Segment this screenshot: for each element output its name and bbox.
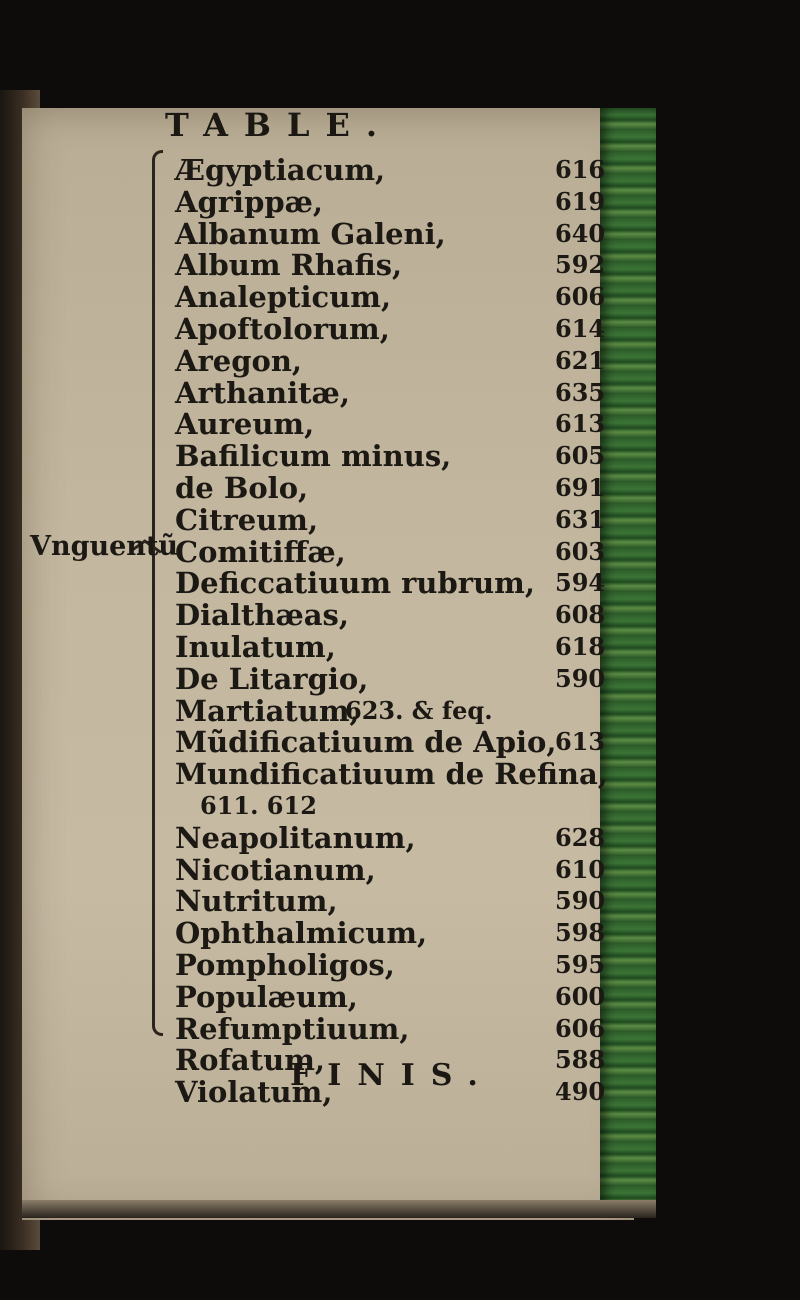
index-entry [0,725,800,759]
index-entry [0,757,800,791]
entry-page-number: 606 [555,282,606,312]
entry-page-number: 590 [555,886,606,916]
index-entry [0,217,800,251]
entry-name: Pompholigos, [175,948,395,982]
index-entry [0,662,800,696]
entry-page-number: 623. & feq. [345,695,493,725]
index-entry [0,566,800,600]
entry-page-number: 603 [555,536,606,566]
entry-name: Neapolitanum, [175,820,416,855]
entry-page-number: 608 [555,600,606,630]
index-entry [0,821,800,855]
entry-name: Populæum, [175,979,358,1014]
entry-page-number: 598 [555,918,606,948]
entry-page-number: 621 [555,345,606,375]
entry-page-number: 613 [555,727,606,757]
entry-page-number: 595 [555,950,606,979]
entry-name: Analepticum, [175,280,392,315]
entry-name: Nutritum, [175,884,338,919]
group-label: Vnguentũ [30,531,178,562]
index-entry [0,248,800,282]
entry-page-number: 616 [555,155,606,184]
index-entry [0,789,800,823]
entry-page-number: 614 [555,314,606,343]
entry-page-number: 610 [555,854,606,884]
index-entry [0,153,800,187]
entry-name: Aregon, [175,343,303,378]
entry-name: Refumptiuum, [175,1011,410,1046]
entry-page-number: 635 [555,377,606,407]
entry-name: Martiatum, [175,693,360,728]
index-entry [0,853,800,887]
entry-name: Bafilicum minus, [175,439,452,474]
index-entry [0,1012,800,1046]
entry-name: Ægyptiacum, [175,153,386,187]
entry-name: Arthanitæ, [175,375,350,410]
entry-name: Mũdificatiuum de Apio, [175,725,557,760]
index-entry [0,630,800,664]
entry-name: Inulatum, [175,630,336,664]
entry-page-number: 594 [555,568,606,598]
entry-page-number: 606 [555,1013,606,1043]
index-entry [0,407,800,441]
page-bottom-edge [22,1200,656,1218]
entry-page-number: 600 [555,981,606,1011]
entry-name: de Bolo, [175,471,309,505]
index-entry [0,884,800,918]
entry-page-number: 605 [555,441,606,471]
entry-name: Ophthalmicum, [175,916,428,951]
entry-name: Rofatum, [175,1043,325,1078]
entry-page-number: 631 [555,504,606,534]
entry-name: 611. 612 [200,791,317,820]
entry-page-number: 691 [555,473,606,502]
entry-page-number: 588 [555,1045,606,1075]
index-entry [0,185,800,219]
entry-name: Comitiffæ, [175,534,346,569]
page-header: TABLE. [165,106,393,144]
index-entry [0,344,800,378]
index-entry [0,948,800,982]
entry-page-number: 590 [555,663,606,693]
entry-name: Nicotianum, [175,852,376,887]
entry-name: De Litargio, [175,661,369,696]
entry-name: Violatum, [175,1075,333,1110]
index-entry [0,694,800,728]
index-entry [0,280,800,314]
index-entry [0,503,800,537]
entry-name: Aureum, [175,407,315,442]
entry-name: Albanum Galeni, [175,216,446,251]
index-entry [0,598,800,632]
entry-name: Apoftolorum, [175,312,390,346]
entry-name: Citreum, [175,502,319,537]
entry-page-number: 618 [555,632,606,661]
entry-page-number: 613 [555,409,606,439]
index-entry [0,312,800,346]
entry-page-number: 490 [555,1077,606,1107]
entry-page-number: 592 [555,250,606,280]
entry-name: Agrippæ, [175,184,324,219]
entry-name: Album Rhafis, [175,248,403,283]
entry-name: Mundificatiuum de Refina, [175,757,608,792]
entry-name: Deficcatiuum rubrum, [175,566,535,601]
entry-page-number: 619 [555,186,606,216]
index-entry [0,916,800,950]
index-entry [0,439,800,473]
index-entry [0,980,800,1014]
index-entry [0,376,800,410]
index-entry [0,535,800,569]
index-entry [0,471,800,505]
entry-name: Dialthæas, [175,598,349,633]
entry-page-number: 628 [555,822,606,852]
finis-text: FINIS. [290,1058,494,1093]
entry-page-number: 640 [555,218,606,248]
